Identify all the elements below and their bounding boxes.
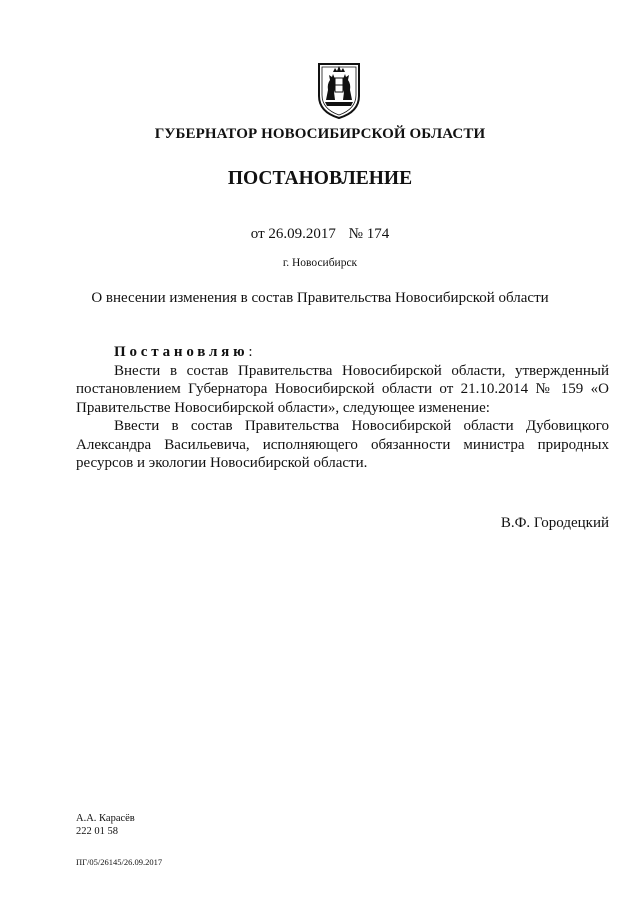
decree-word: Постановляю (114, 344, 249, 360)
document-number: 174 (366, 226, 390, 242)
decree-line (76, 343, 609, 362)
number-sign: № (348, 226, 363, 242)
signatory-name: В.Ф. Городецкий (500, 515, 609, 531)
executor-phone: 222 01 58 (76, 826, 118, 837)
document-subject: О внесении изменения в состав Правительства Новосибирской области (91, 290, 549, 306)
paragraph-1: Внести в состав Правительства Новосибирской области, утвержденный постановлением Губернатора Новосибирской области от 21.10.2014 № 159 «О Правительстве Новосибирской области», следующее изменение: (76, 362, 609, 416)
document-body (76, 343, 609, 473)
executor-block (76, 812, 135, 838)
date-prefix: от (250, 226, 265, 242)
coat-of-arms-emblem (314, 60, 364, 120)
paragraph-2: Ввести в состав Правительства Новосибирской области Дубовицкого Александра Васильевича, исполняющего обязанности министра природных ресурсов и экологии Новосибирской области. (76, 418, 609, 471)
document-type-title: ПОСТАНОВЛЕНИЕ (227, 168, 413, 189)
registration-number: ПГ/05/26145/26.09.2017 (76, 857, 163, 867)
date-number-line (0, 226, 640, 243)
authority-heading: ГУБЕРНАТОР НОВОСИБИРСКОЙ ОБЛАСТИ (154, 126, 486, 142)
document-date: 26.09.2017 (268, 226, 336, 242)
city-line: г. Новосибирск (282, 257, 358, 269)
decree-colon: : (248, 344, 253, 360)
executor-name: А.А. Карасёв (76, 813, 135, 824)
